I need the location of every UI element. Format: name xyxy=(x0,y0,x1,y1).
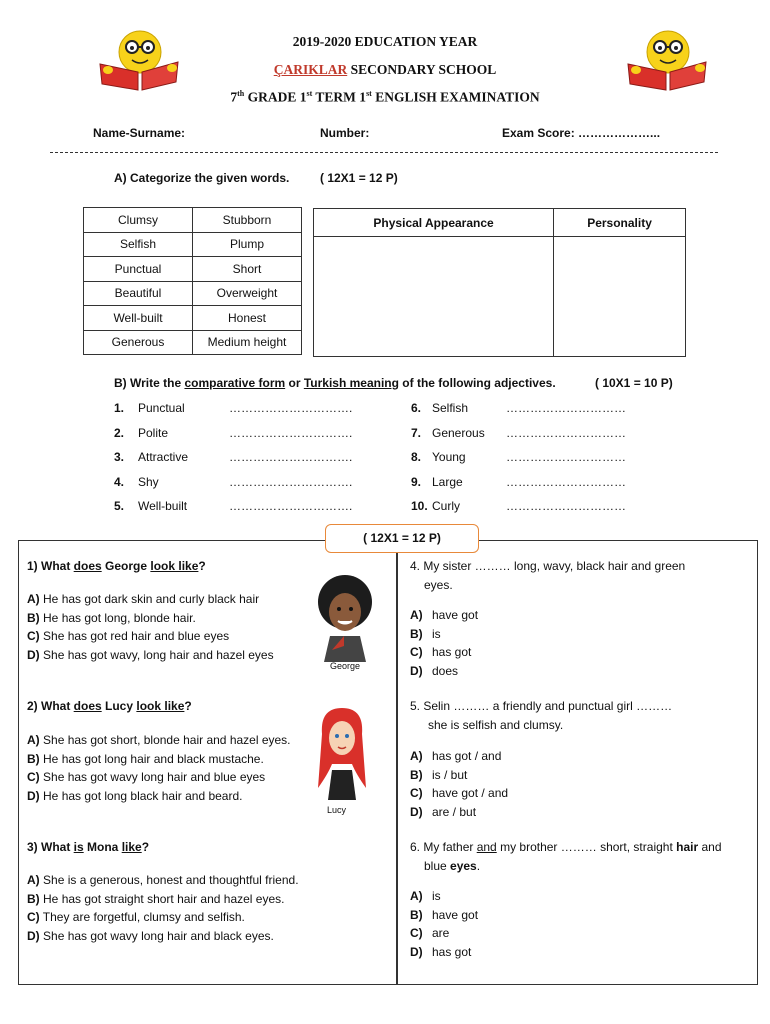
b-word: Polite xyxy=(138,426,169,440)
opt-letter: A) xyxy=(410,889,423,903)
b-word: Shy xyxy=(138,475,159,489)
opt-text: has got xyxy=(432,645,472,659)
q4-option-c[interactable] xyxy=(410,643,478,662)
q6-line1 xyxy=(410,838,722,857)
opt-letter: A) xyxy=(27,592,40,606)
q1-mid: George xyxy=(101,559,151,573)
opt-letter: B) xyxy=(27,891,40,906)
q4-line2: eyes. xyxy=(424,577,453,592)
b-blank[interactable]: ………………………… xyxy=(506,426,626,440)
t6: st xyxy=(366,89,372,98)
q4-line1: 4. My sister ……… long, wavy, black hair and green xyxy=(410,559,686,573)
b-item-5 xyxy=(114,499,352,513)
word-cell: Medium height xyxy=(193,330,302,355)
opt-text: He has got long, blonde hair. xyxy=(43,610,196,625)
b-suffix: of the following adjectives. xyxy=(398,376,556,390)
b-word: Generous xyxy=(432,426,485,440)
opt-letter: C) xyxy=(27,629,40,643)
b-num: 7. xyxy=(411,426,422,440)
b-word: Selfish xyxy=(432,401,469,415)
b-word: Well-built xyxy=(138,499,188,513)
b-blank[interactable]: ………………………… xyxy=(506,401,626,415)
category-table xyxy=(313,208,686,357)
word-cell: Short xyxy=(193,257,302,282)
word-cell: Honest xyxy=(193,306,302,331)
q2-mid: Lucy xyxy=(101,699,137,713)
t1: 7 xyxy=(230,89,238,105)
q3-option-b[interactable] xyxy=(27,890,299,909)
b-item-2 xyxy=(114,426,352,440)
q6-option-b[interactable] xyxy=(410,906,478,925)
personality-answer-cell[interactable] xyxy=(554,237,686,357)
q1-pre: 1) What xyxy=(27,559,74,573)
q3-pre: 3) What xyxy=(27,840,74,854)
b-num: 3. xyxy=(114,450,125,464)
q6-post: and xyxy=(698,840,722,854)
q1-option-b[interactable] xyxy=(27,609,274,628)
b-blank[interactable]: ………………………… xyxy=(506,475,626,489)
school-suffix: SECONDARY SCHOOL xyxy=(347,62,497,77)
q1-post: ? xyxy=(198,559,206,573)
opt-letter: A) xyxy=(27,873,40,887)
q2-title xyxy=(27,697,192,716)
b-blank[interactable]: ………………………… xyxy=(506,499,626,513)
opt-letter: D) xyxy=(410,944,423,959)
opt-text: He has got dark skin and curly black hair xyxy=(43,592,260,606)
q3-options xyxy=(27,871,299,945)
q5-stem xyxy=(410,697,672,734)
q3-title xyxy=(27,838,149,857)
opt-letter: D) xyxy=(27,647,40,662)
q6-blue: blue xyxy=(424,858,451,873)
opt-letter: B) xyxy=(410,626,423,641)
b-num: 4. xyxy=(114,475,125,489)
q2-option-c[interactable] xyxy=(27,768,291,787)
q6-line2 xyxy=(410,857,722,876)
opt-text: He has got long hair and black mustache. xyxy=(43,751,264,766)
opt-text: is xyxy=(432,626,441,641)
exam-score-label: Exam Score: ………………... xyxy=(502,126,661,140)
lucy-illustration xyxy=(312,704,372,800)
b-word: Attractive xyxy=(138,450,189,464)
q6-hair: hair xyxy=(676,840,699,854)
q3-option-c[interactable] xyxy=(27,908,299,927)
q4-option-d[interactable] xyxy=(410,662,478,681)
physical-appearance-answer-cell[interactable] xyxy=(314,237,554,357)
q5-options xyxy=(410,747,508,821)
q3-u2: like xyxy=(121,840,142,854)
opt-letter: B) xyxy=(410,767,423,782)
opt-text: are / but xyxy=(432,804,477,819)
b-word: Young xyxy=(432,450,466,464)
q6-options xyxy=(410,887,478,961)
t4: st xyxy=(306,89,313,98)
q6-mid: my brother ……… short, straight xyxy=(496,840,677,854)
opt-text: She is a generous, honest and thoughtful friend. xyxy=(43,873,299,887)
opt-letter: C) xyxy=(410,786,423,800)
q5-option-c[interactable] xyxy=(410,784,508,803)
b-num: 10. xyxy=(411,499,428,513)
b-blank[interactable]: ………………………… xyxy=(506,450,626,464)
b-item-9 xyxy=(411,475,626,489)
b-num: 6. xyxy=(411,401,422,415)
q6-pre: 6. My father xyxy=(410,840,477,854)
q1-title xyxy=(27,557,206,576)
divider xyxy=(50,152,718,153)
opt-text: He has got straight short hair and hazel eyes. xyxy=(43,891,285,906)
q2-u2: look like xyxy=(136,699,185,713)
q2-option-b[interactable] xyxy=(27,750,291,769)
q1-options xyxy=(27,590,274,664)
opt-text: have got xyxy=(432,907,479,922)
word-cell: Stubborn xyxy=(193,208,302,233)
q2-option-a[interactable] xyxy=(27,731,291,750)
b-item-4 xyxy=(114,475,352,489)
education-year: 2019-2020 EDUCATION YEAR xyxy=(292,34,478,49)
section-a-title: A) Categorize the given words. xyxy=(114,171,290,185)
opt-letter: B) xyxy=(27,751,40,766)
q6-eyes: eyes xyxy=(450,858,477,873)
b-blank[interactable]: …………………………. xyxy=(229,401,353,415)
q6-and: and xyxy=(476,840,497,854)
opt-text: She has got short, blonde hair and hazel eyes. xyxy=(43,733,291,747)
q3-post: ? xyxy=(141,840,150,854)
q4-option-b[interactable] xyxy=(410,625,478,644)
opt-text: They are forgetful, clumsy and selfish. xyxy=(42,910,245,924)
word-cell: Beautiful xyxy=(84,281,193,306)
opt-text: She has got wavy long hair and black eyes. xyxy=(43,928,274,943)
t3: GRADE 1 xyxy=(244,89,307,105)
q3-option-a[interactable] xyxy=(27,871,299,890)
b-prefix: B) Write the xyxy=(114,376,185,390)
b-item-1 xyxy=(114,401,352,415)
word-cell: Generous xyxy=(84,330,193,355)
section-b-points: ( 10X1 = 10 P) xyxy=(595,376,673,390)
q6-option-a[interactable] xyxy=(410,887,478,906)
b-num: 9. xyxy=(411,475,422,489)
section-b-title xyxy=(114,376,556,390)
opt-letter: D) xyxy=(410,804,423,819)
q6-stem xyxy=(410,838,722,875)
opt-text: are xyxy=(432,926,450,940)
opt-letter: C) xyxy=(27,770,40,784)
b-num: 1. xyxy=(114,401,125,415)
word-cell: Punctual xyxy=(84,257,193,282)
q5-line1: 5. Selin ……… a friendly and punctual girl ……… xyxy=(410,699,673,713)
opt-letter: D) xyxy=(27,788,40,803)
section-a-points: ( 12X1 = 12 P) xyxy=(320,171,398,185)
opt-text: has got xyxy=(432,944,472,959)
b-turkish: Turkish meaning xyxy=(303,376,399,390)
b-blank[interactable]: …………………………. xyxy=(229,426,353,440)
opt-text: She has got wavy long hair and blue eyes xyxy=(43,770,266,784)
name-surname-label: Name-Surname: xyxy=(93,126,186,140)
opt-text: have got xyxy=(432,608,479,622)
q5-option-a[interactable] xyxy=(410,747,508,766)
q1-u2: look like xyxy=(150,559,199,573)
q3-mid: Mona xyxy=(83,840,122,854)
b-word: Large xyxy=(432,475,463,489)
q2-pre: 2) What xyxy=(27,699,74,713)
q5-option-d[interactable] xyxy=(410,803,508,822)
b-blank[interactable]: …………………………. xyxy=(229,475,353,489)
section-c-points: ( 12X1 = 12 P) xyxy=(325,524,479,553)
school-name-red: ÇARIKLAR xyxy=(273,62,348,77)
george-illustration xyxy=(310,572,380,664)
opt-text: is xyxy=(432,889,441,903)
word-cell: Well-built xyxy=(84,306,193,331)
t2: th xyxy=(237,89,245,98)
q2-option-d[interactable] xyxy=(27,787,291,806)
opt-text: has got / and xyxy=(432,749,502,763)
physical-appearance-header: Physical Appearance xyxy=(314,209,554,237)
b-word: Punctual xyxy=(138,401,185,415)
exam-title xyxy=(0,89,770,106)
personality-header: Personality xyxy=(554,209,686,237)
t7: ENGLISH EXAMINATION xyxy=(371,89,540,105)
b-num: 8. xyxy=(411,450,422,464)
b-num: 5. xyxy=(114,499,125,513)
t5: TERM 1 xyxy=(312,89,367,105)
b-num: 2. xyxy=(114,426,125,440)
opt-letter: A) xyxy=(410,749,423,763)
opt-text: He has got long black hair and beard. xyxy=(43,788,243,803)
opt-letter: C) xyxy=(410,645,423,659)
q6-option-d[interactable] xyxy=(410,943,478,962)
b-comparative: comparative form xyxy=(184,376,286,390)
q2-post: ? xyxy=(184,699,192,713)
opt-letter: C) xyxy=(410,926,423,940)
q1-u1: does xyxy=(73,559,102,573)
lucy-caption: Lucy xyxy=(327,805,347,815)
b-or: or xyxy=(285,376,304,390)
q4-options xyxy=(410,606,478,680)
number-label: Number: xyxy=(320,126,370,140)
b-item-7 xyxy=(411,426,626,440)
opt-letter: B) xyxy=(410,907,423,922)
q1-option-c[interactable] xyxy=(27,627,274,646)
b-blank[interactable]: …………………………. xyxy=(229,450,353,464)
opt-text: She has got wavy, long hair and hazel eyes xyxy=(43,647,274,662)
q1-option-d[interactable] xyxy=(27,646,274,665)
george-caption: George xyxy=(330,661,361,671)
opt-letter: D) xyxy=(410,663,423,678)
q6-option-c[interactable] xyxy=(410,924,478,943)
q6-period: . xyxy=(476,858,481,873)
opt-letter: A) xyxy=(27,733,40,747)
b-item-3 xyxy=(114,450,352,464)
opt-text: have got / and xyxy=(432,786,509,800)
school-name xyxy=(0,62,770,78)
q3-option-d[interactable] xyxy=(27,927,299,946)
q2-options xyxy=(27,731,291,805)
opt-letter: C) xyxy=(27,910,40,924)
word-table xyxy=(83,207,302,355)
q5-line2: she is selfish and clumsy. xyxy=(428,717,564,732)
q1-option-a[interactable] xyxy=(27,590,274,609)
q4-stem xyxy=(410,557,685,594)
b-word: Curly xyxy=(432,499,461,513)
opt-letter: D) xyxy=(27,928,40,943)
q4-option-a[interactable] xyxy=(410,606,478,625)
b-blank[interactable]: …………………………. xyxy=(229,499,353,513)
word-cell: Clumsy xyxy=(84,208,193,233)
word-cell: Overweight xyxy=(193,281,302,306)
q5-option-b[interactable] xyxy=(410,766,508,785)
word-cell: Plump xyxy=(193,232,302,257)
word-cell: Selfish xyxy=(84,232,193,257)
q2-u1: does xyxy=(73,699,102,713)
b-item-10 xyxy=(411,499,626,513)
q3-u1: is xyxy=(73,840,84,854)
opt-text: is / but xyxy=(432,767,468,782)
b-item-6 xyxy=(411,401,626,415)
opt-letter: A) xyxy=(410,608,423,622)
opt-letter: B) xyxy=(27,610,40,625)
opt-text: does xyxy=(432,663,459,678)
b-item-8 xyxy=(411,450,626,464)
opt-text: She has got red hair and blue eyes xyxy=(43,629,230,643)
